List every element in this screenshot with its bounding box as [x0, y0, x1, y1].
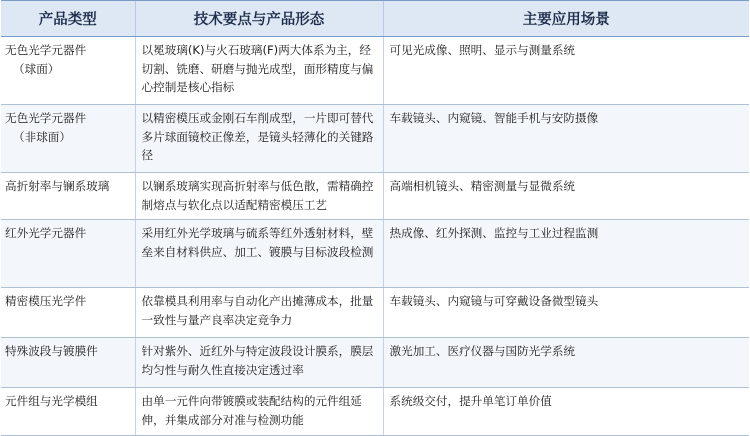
header-row: [1, 1, 749, 37]
header-applications: 主要应用场景: [383, 1, 749, 37]
product-type-sublabel: （球面）: [13, 61, 60, 76]
cell-tech-points: 针对紫外、近红外与特定波段设计膜系，膜层均匀性与耐久性直接决定透过率: [135, 338, 383, 388]
header-product-type: 产品类型: [1, 1, 135, 37]
cell-product-type: [1, 220, 135, 288]
product-type-label: 红外光学元器件: [5, 226, 87, 240]
header-tech-points: 技术要点与产品形态: [135, 1, 383, 37]
cell-applications: 高端相机镜头、精密测量与显微系统: [383, 173, 749, 220]
product-type-label: 高折射率与镧系玻璃: [5, 179, 110, 193]
cell-product-type: [1, 105, 135, 173]
cell-applications: 车载镜头、内窥镜与可穿戴设备微型镜头: [383, 288, 749, 338]
product-type-label: 元件组与光学模组: [5, 394, 98, 408]
cell-product-type: [1, 338, 135, 388]
product-table: [1, 0, 749, 436]
product-type-label: 特殊波段与镀膜件: [5, 344, 98, 358]
product-type-label: 精密模压光学件: [5, 294, 87, 308]
product-type-sublabel: （非球面）: [13, 129, 71, 144]
cell-product-type: [1, 388, 135, 436]
cell-tech-points: 以冕玻璃(K)与火石玻璃(F)两大体系为主，经切割、铣磨、研磨与抛光成型，面形精度与偏心控制是核心指标: [135, 37, 383, 105]
cell-applications: 车载镜头、内窥镜、智能手机与安防摄像: [383, 105, 749, 173]
cell-tech-points: 以精密模压或金刚石车削成型，一片即可替代多片球面镜校正像差，是镜头轻薄化的关键路径: [135, 105, 383, 173]
product-type-label: 无色光学元器件: [5, 111, 87, 125]
table-body: [1, 37, 749, 436]
cell-tech-points: 由单一元件向带镀膜或装配结构的元件组延伸，并集成部分对准与检测功能: [135, 388, 383, 436]
cell-product-type: [1, 173, 135, 220]
cell-tech-points: 采用红外光学玻璃与硫系等红外透射材料，壁垒来自材料供应、加工、镀膜与目标波段检测: [135, 220, 383, 288]
cell-product-type: [1, 37, 135, 105]
table-row: [1, 173, 749, 220]
cell-applications: 热成像、红外探测、监控与工业过程监测: [383, 220, 749, 288]
table-row: [1, 388, 749, 436]
cell-product-type: [1, 288, 135, 338]
cell-applications: 系统级交付，提升单笔订单价值: [383, 388, 749, 436]
cell-tech-points: 依靠模具利用率与自动化产出摊薄成本，批量一致性与量产良率决定竞争力: [135, 288, 383, 338]
table-row: [1, 37, 749, 105]
table-row: [1, 288, 749, 338]
cell-applications: 可见光成像、照明、显示与测量系统: [383, 37, 749, 105]
table-header: [1, 1, 749, 37]
table-row: [1, 220, 749, 288]
cell-applications: 激光加工、医疗仪器与国防光学系统: [383, 338, 749, 388]
table-row: [1, 338, 749, 388]
product-type-label: 无色光学元器件: [5, 43, 87, 57]
cell-tech-points: 以镧系玻璃实现高折射率与低色散，需精确控制熔点与软化点以适配精密模压工艺: [135, 173, 383, 220]
table-row: [1, 105, 749, 173]
